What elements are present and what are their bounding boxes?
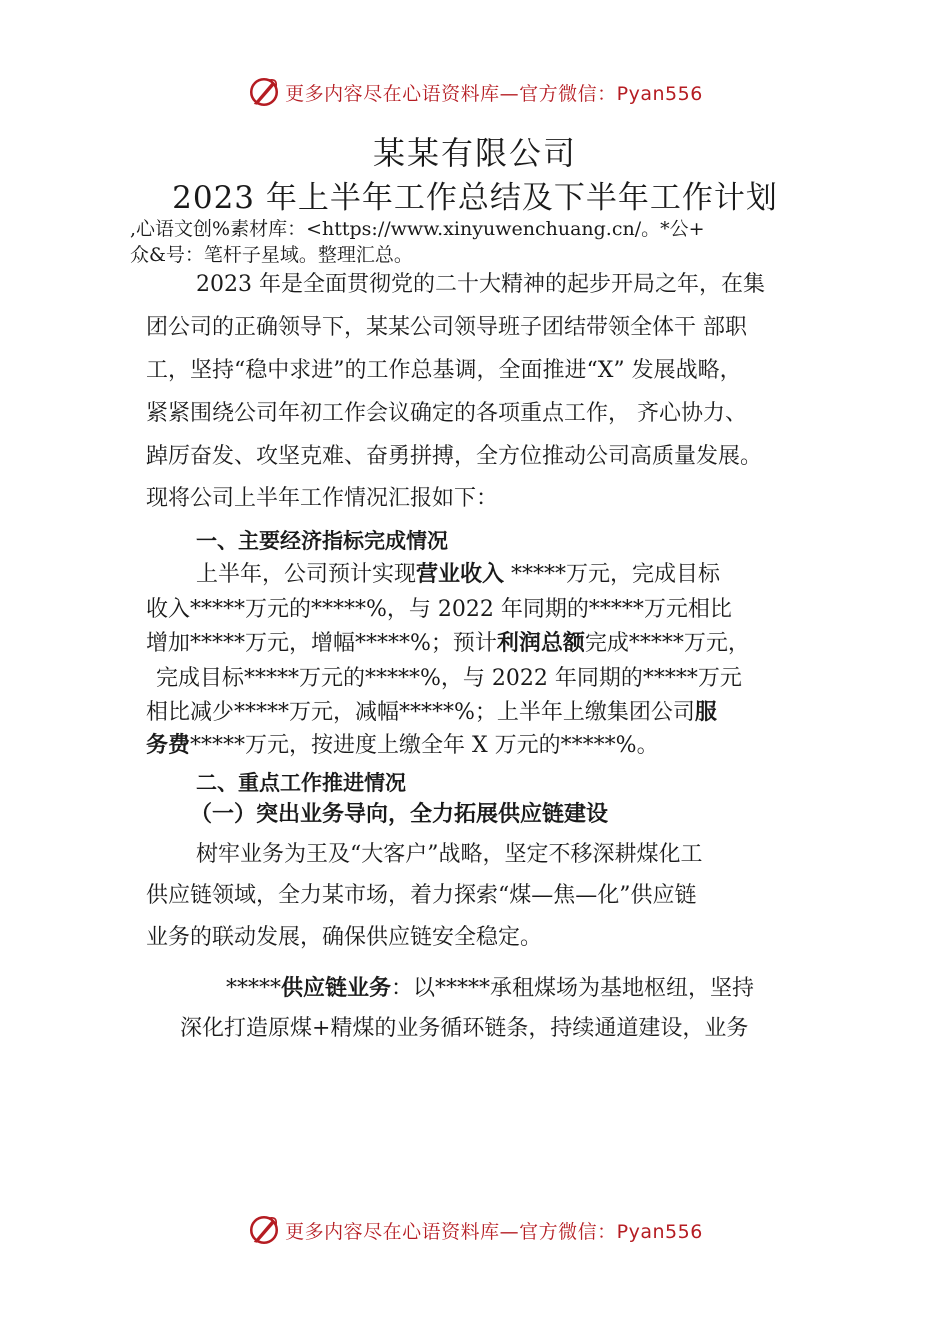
- intro-line: 现将公司上半年工作情况汇报如下：: [146, 486, 499, 511]
- intro-line: 紧紧围绕公司年初工作会议确定的各项重点工作， 齐心协力、: [146, 401, 747, 426]
- banner-text: 更多内容尽在心语资料库—官方微信：Pyan556: [285, 82, 703, 105]
- source-note-line-2: 众&号：笔杆子星域。整理汇总。: [130, 244, 413, 266]
- bold-term: 务费: [146, 733, 191, 758]
- intro-line: 2023 年是全面贯彻党的二十大精神的起步开局之年，在集: [196, 272, 765, 297]
- bold-term: 服: [694, 700, 717, 725]
- quill-logo-icon: [247, 1213, 281, 1247]
- footer-watermark-banner: [0, 1210, 950, 1250]
- section-1-line: 上半年，公司预计实现营业收入 *****万元，完成目标: [196, 562, 721, 587]
- report-title: 2023 年上半年工作总结及下半年工作计划: [172, 180, 778, 216]
- section-2-line: 深化打造原煤+精煤的业务循环链条，持续通道建设，业务: [180, 1016, 749, 1041]
- section-1-line: 务费*****万元，按进度上缴全年 X 万元的*****%。: [146, 733, 659, 758]
- quill-logo-icon: [247, 75, 281, 109]
- section-1-line: 收入*****万元的*****%，与 2022 年同期的*****万元相比: [146, 597, 732, 622]
- bold-term: 利润总额: [496, 631, 585, 656]
- header-watermark-banner: [0, 72, 950, 112]
- section-2-line: 树牢业务为王及“大客户”战略，坚定不移深耕煤化工: [196, 842, 703, 867]
- intro-line: 团公司的正确领导下，某某公司领导班子团结带领全体干 部职: [146, 315, 747, 340]
- bold-term: 供应链业务: [281, 976, 392, 1001]
- section-1-line: 增加*****万元，增幅*****%；预计利润总额完成*****万元，: [146, 631, 750, 656]
- section-1-line: 完成目标*****万元的*****%，与 2022 年同期的*****万元: [156, 666, 742, 691]
- section-2-line: 供应链领域，全力某市场，着力探索“煤—焦—化”供应链: [146, 883, 697, 908]
- company-title: 某某有限公司: [372, 134, 577, 172]
- section-2-line: 业务的联动发展，确保供应链安全稳定。: [146, 925, 543, 950]
- section-1-heading: 一、主要经济指标完成情况: [196, 529, 448, 553]
- intro-line: 工，坚持“稳中求进”的工作总基调，全面推进“X” 发展战略，: [146, 358, 742, 383]
- section-1-line: 相比减少*****万元，减幅*****%；上半年上缴集团公司服: [146, 700, 717, 725]
- banner-text: 更多内容尽在心语资料库—官方微信：Pyan556: [285, 1220, 703, 1243]
- source-note-line-1: ,心语文创%素材库：<https://www.xinyuwenchuang.cn/。*公+: [130, 218, 705, 240]
- subsection-1-heading: （一）突出业务导向，全力拓展供应链建设: [190, 802, 609, 827]
- bold-term: 营业收入: [416, 562, 505, 587]
- intro-line: 踔厉奋发、攻坚克难、奋勇拼搏，全方位推动公司高质量发展。: [146, 444, 763, 469]
- section-2-line: *****供应链业务：以*****承租煤场为基地枢纽，坚持: [226, 976, 755, 1001]
- section-2-heading: 二、重点工作推进情况: [196, 771, 406, 795]
